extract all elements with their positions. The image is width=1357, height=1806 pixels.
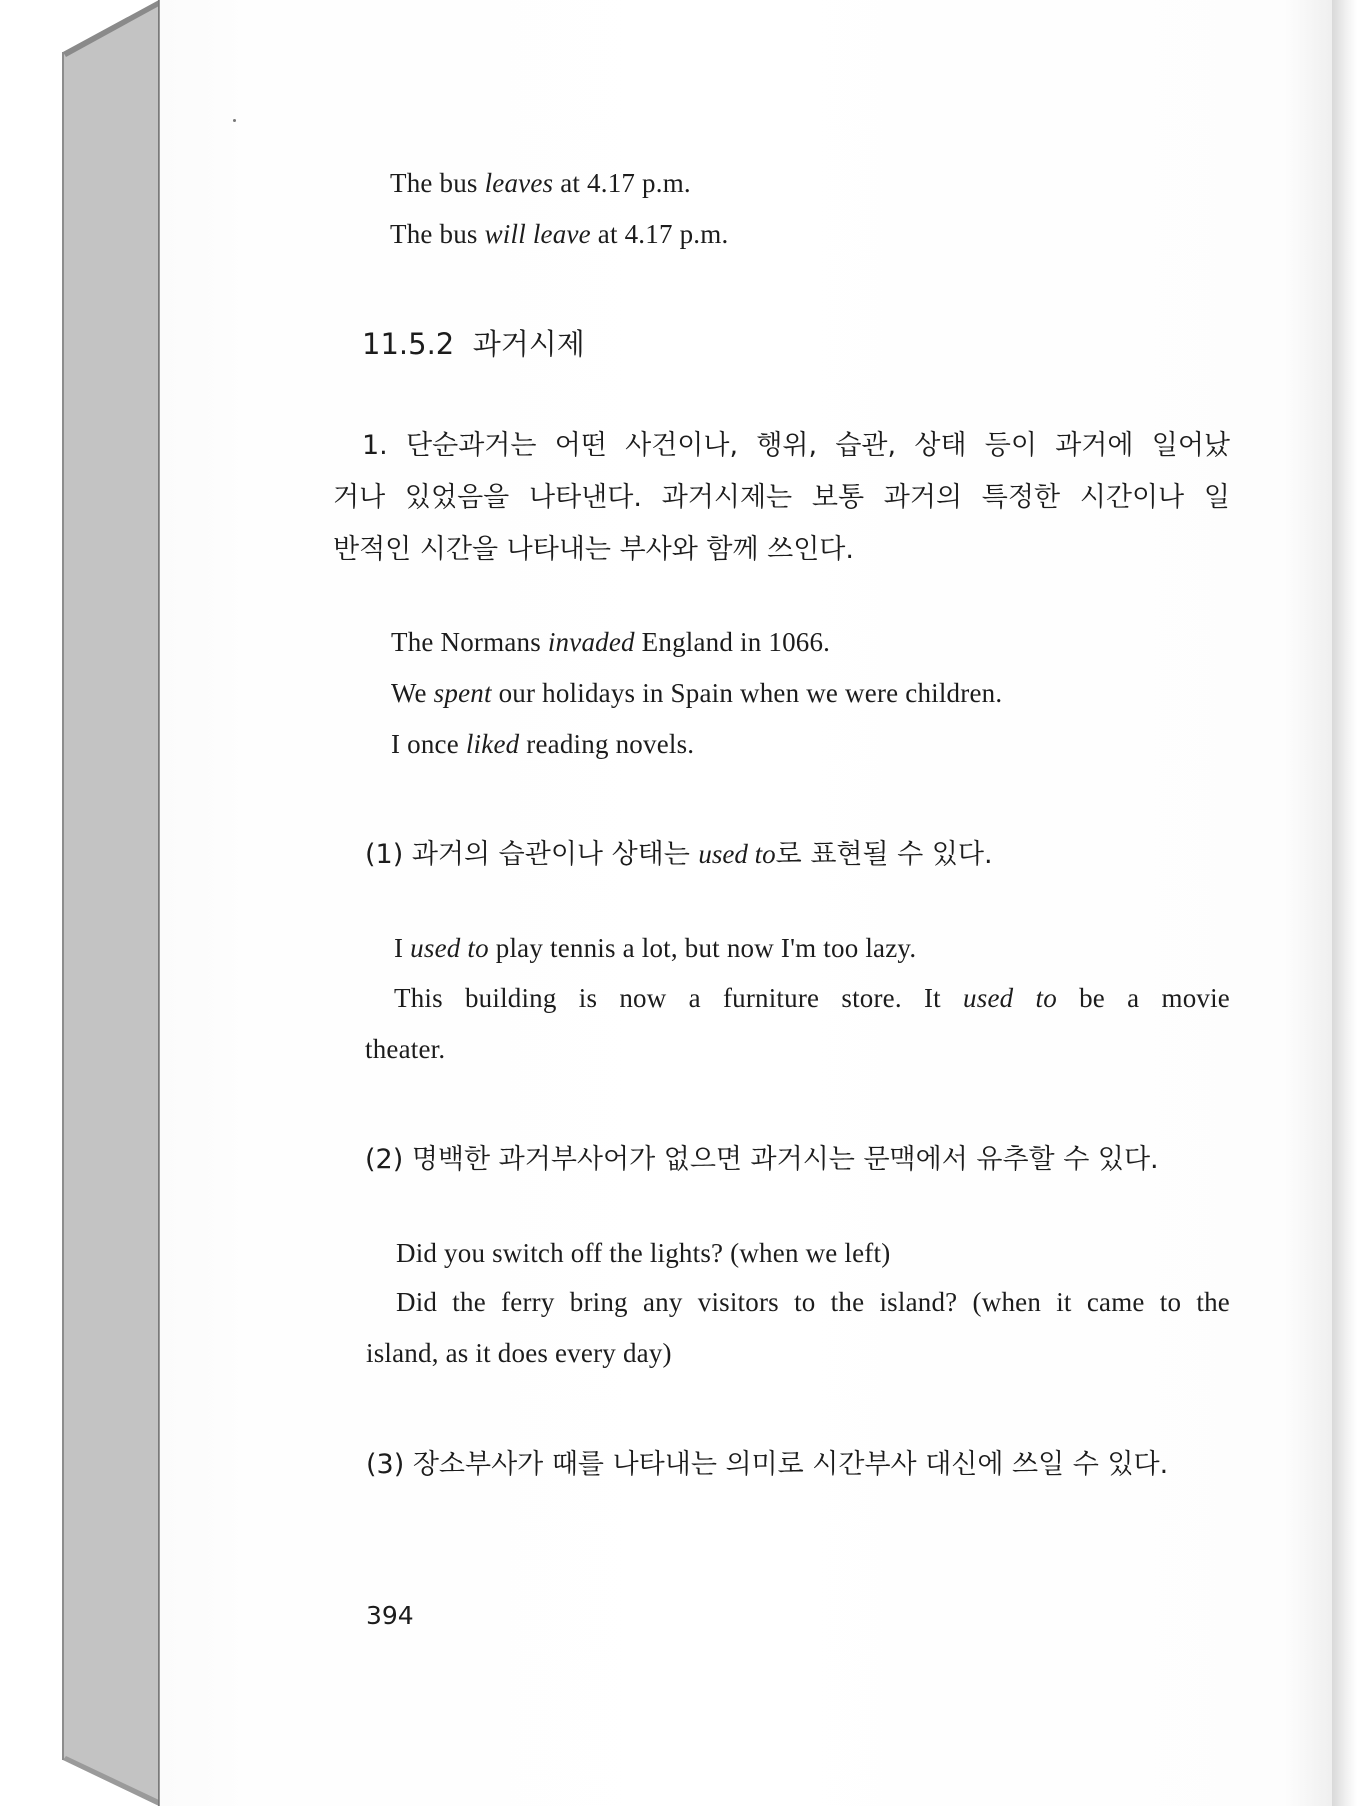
example-line: The bus will leave at 4.17 p.m.	[390, 219, 729, 249]
subpoint-3: (3) 장소부사가 때를 나타내는 의미로 시간부사 대신에 쓰일 수 있다.	[366, 1449, 1169, 1480]
example-line: Did you switch off the lights? (when we left)	[396, 1238, 891, 1268]
page-number: 394	[366, 1601, 414, 1630]
section-number: 11.5.2	[362, 327, 455, 361]
page-edge-shadow	[1332, 0, 1357, 1806]
subpoint-2: (2) 명백한 과거부사어가 없으면 과거시는 문맥에서 유추할 수 있다.	[365, 1144, 1159, 1175]
example-line: This building is now a furniture store. It used to be a movie	[394, 983, 1230, 1013]
example-line-continued: theater.	[365, 1034, 446, 1064]
example-line: We spent our holidays in Spain when we were children.	[391, 678, 1003, 708]
example-line: The bus leaves at 4.17 p.m.	[390, 168, 691, 198]
section-title: 과거시제	[472, 327, 585, 361]
section-heading	[362, 322, 585, 363]
book-page	[159, 0, 1344, 1806]
example-line: Did the ferry bring any visitors to the island? (when it came to the	[396, 1287, 1230, 1317]
example-line: I once liked reading novels.	[391, 729, 695, 759]
paragraph-line: 1. 단순과거는 어떤 사건이나, 행위, 습관, 상태 등이 과거에 일어났	[362, 430, 1230, 461]
example-line: The Normans invaded England in 1066.	[391, 627, 831, 657]
paragraph-line: 거나 있었음을 나타낸다. 과거시제는 보통 과거의 특정한 시간이나 일	[333, 482, 1230, 513]
subpoint-1: (1) 과거의 습관이나 상태는 used to로 표현될 수 있다.	[365, 839, 993, 870]
example-line: I used to play tennis a lot, but now I'm too lazy.	[394, 933, 917, 963]
paragraph-line: 반적인 시간을 나타내는 부사와 함께 쓰인다.	[333, 534, 854, 565]
example-line-continued: island, as it does every day)	[366, 1338, 672, 1368]
scan-speck	[233, 119, 236, 122]
